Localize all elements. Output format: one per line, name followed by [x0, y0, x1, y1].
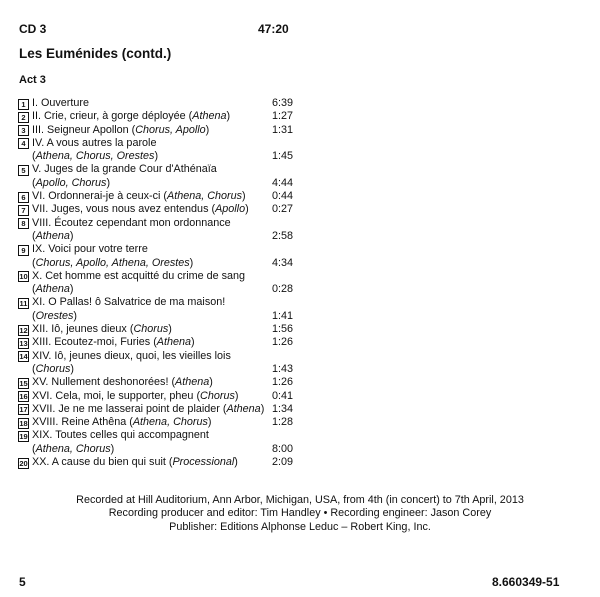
track-number-box: 5 — [18, 165, 29, 176]
track-number-box: 9 — [18, 245, 29, 256]
track-duration: 1:56 — [271, 323, 293, 336]
track-row — [18, 456, 293, 469]
track-number-box: 16 — [19, 392, 28, 402]
track-title: IV. A vous autres la parole — [32, 136, 157, 149]
total-duration: 47:20 — [258, 22, 289, 36]
track-title: V. Juges de la grande Cour d'Athénaïa — [32, 163, 217, 176]
track-row — [18, 243, 293, 270]
track-duration: 6:39 — [271, 97, 293, 109]
track-performers: (Apollo, Chorus) 4:44 — [32, 176, 293, 189]
track-row — [18, 390, 293, 403]
track-row — [18, 270, 293, 297]
track-performers: (Athena) 0:28 — [32, 283, 293, 296]
track-duration: 1:43 — [271, 362, 293, 375]
track-title: XV. Nullement deshonorées! (Athena) 1:26 — [32, 376, 293, 389]
track-title: XI. O Pallas! ô Salvatrice de ma maison! — [32, 296, 226, 309]
credit-line: Recording producer and editor: Tim Handley • Recording engineer: Jason Corey — [108, 507, 492, 520]
track-row — [18, 110, 293, 123]
track-number-box: 15 — [19, 378, 28, 388]
track-performers: (Athena) 2:58 — [32, 229, 293, 242]
track-number-box: 7 — [18, 205, 29, 216]
track-title: XIV. Iô, jeunes dieux, quoi, les vieilles lois — [32, 349, 231, 362]
track-performers: (Chorus, Apollo, Athena, Orestes) 4:34 — [32, 256, 293, 269]
track-title: XVI. Cela, moi, le supporter, pheu (Chorus) 0:41 — [32, 389, 293, 402]
track-duration: 1:31 — [271, 123, 293, 136]
track-number-box: 8 — [18, 218, 29, 229]
credit-line: Recorded at Hill Auditorium, Ann Arbor, Michigan, USA, from 4th (in concert) to 7th April, 2013 — [76, 494, 524, 506]
track-number-box: 18 — [19, 418, 28, 428]
credit-line: Publisher: Editions Alphonse Leduc – Robert King, Inc. — [169, 520, 431, 533]
track-title: VIII. Écoutez cependant mon ordonnance — [32, 216, 231, 229]
track-duration: 1:28 — [271, 416, 293, 429]
track-number-box: 3 — [18, 125, 29, 136]
cd-label: CD 3 — [19, 22, 47, 36]
track-number-box: 6 — [18, 192, 29, 203]
track-number-box: 1 — [18, 99, 29, 110]
track-row — [18, 217, 293, 244]
track-title: IX. Voici pour votre terre — [32, 243, 148, 256]
track-duration: 1:27 — [271, 110, 293, 123]
opera-title: Les Euménides (contd.) — [19, 46, 172, 61]
track-row — [18, 203, 293, 216]
track-title: VII. Juges, vous nous avez entendus (Apollo) 0:27 — [32, 203, 293, 216]
track-title: III. Seigneur Apollon (Chorus, Apollo) 1:31 — [32, 123, 293, 136]
track-duration: 1:34 — [271, 402, 293, 415]
track-duration: 1:45 — [271, 150, 293, 163]
track-row — [18, 323, 293, 336]
track-row — [18, 296, 293, 323]
track-title: XIII. Ecoutez-moi, Furies (Athena) 1:26 — [32, 336, 293, 349]
track-performers: (Athena, Chorus, Orestes) 1:45 — [32, 150, 293, 163]
track-number-box: 19 — [19, 431, 28, 441]
track-duration: 4:34 — [271, 256, 293, 269]
track-list — [18, 97, 293, 469]
track-title: XVII. Je ne me lasserai point de plaider (Athena) 1:34 — [32, 402, 293, 415]
track-title: XX. A cause du bien qui suit (Processional) 2:09 — [32, 456, 293, 469]
catalog-number: 8.660349-51 — [492, 575, 560, 589]
track-performers: (Orestes) 1:41 — [32, 309, 293, 322]
track-row — [18, 190, 293, 203]
track-row — [18, 137, 293, 164]
track-performers: (Athena, Chorus) 8:00 — [32, 442, 293, 455]
track-title: VI. Ordonnerai-je à ceux-ci (Athena, Chorus) 0:44 — [32, 190, 293, 203]
track-duration: 0:27 — [271, 203, 293, 216]
track-duration: 2:09 — [271, 456, 293, 469]
track-row — [18, 124, 293, 137]
track-number-box: 20 — [19, 458, 28, 468]
track-row — [18, 336, 293, 349]
track-number-box: 12 — [19, 325, 28, 335]
track-title: XVIII. Reine Athêna (Athena, Chorus) 1:28 — [32, 416, 293, 429]
track-number-box: 4 — [18, 138, 29, 149]
track-number-box: 14 — [19, 352, 28, 362]
track-duration: 1:26 — [271, 376, 293, 389]
track-duration: 2:58 — [271, 229, 293, 242]
track-duration: 1:41 — [271, 309, 293, 322]
credits — [0, 494, 600, 534]
track-row — [18, 429, 293, 456]
track-row — [18, 350, 293, 377]
act-heading: Act 3 — [19, 74, 46, 86]
track-title: XII. Iô, jeunes dieux (Chorus) 1:56 — [32, 323, 293, 336]
track-number-box: 2 — [18, 112, 29, 123]
track-duration: 1:26 — [271, 336, 293, 349]
track-row — [18, 403, 293, 416]
track-title: XIX. Toutes celles qui accompagnent — [32, 429, 209, 442]
page-number: 5 — [19, 575, 26, 589]
track-duration: 0:28 — [271, 283, 293, 296]
track-number-box: 11 — [19, 298, 28, 308]
track-row — [18, 97, 293, 110]
track-title: X. Cet homme est acquitté du crime de sang — [32, 269, 246, 282]
track-duration: 0:44 — [271, 190, 293, 203]
track-duration: 0:41 — [271, 389, 293, 402]
track-row — [18, 376, 293, 389]
track-duration: 8:00 — [271, 442, 293, 455]
track-number-box: 13 — [19, 338, 28, 348]
track-number-box: 17 — [19, 405, 28, 415]
track-row — [18, 163, 293, 190]
track-performers: (Chorus) 1:43 — [32, 362, 293, 375]
track-title: II. Crie, crieur, à gorge déployée (Athena) 1:27 — [32, 110, 293, 123]
track-title: I. Ouverture 6:39 — [32, 97, 293, 109]
track-number-box: 10 — [19, 272, 28, 282]
track-row — [18, 416, 293, 429]
track-duration: 4:44 — [271, 176, 293, 189]
